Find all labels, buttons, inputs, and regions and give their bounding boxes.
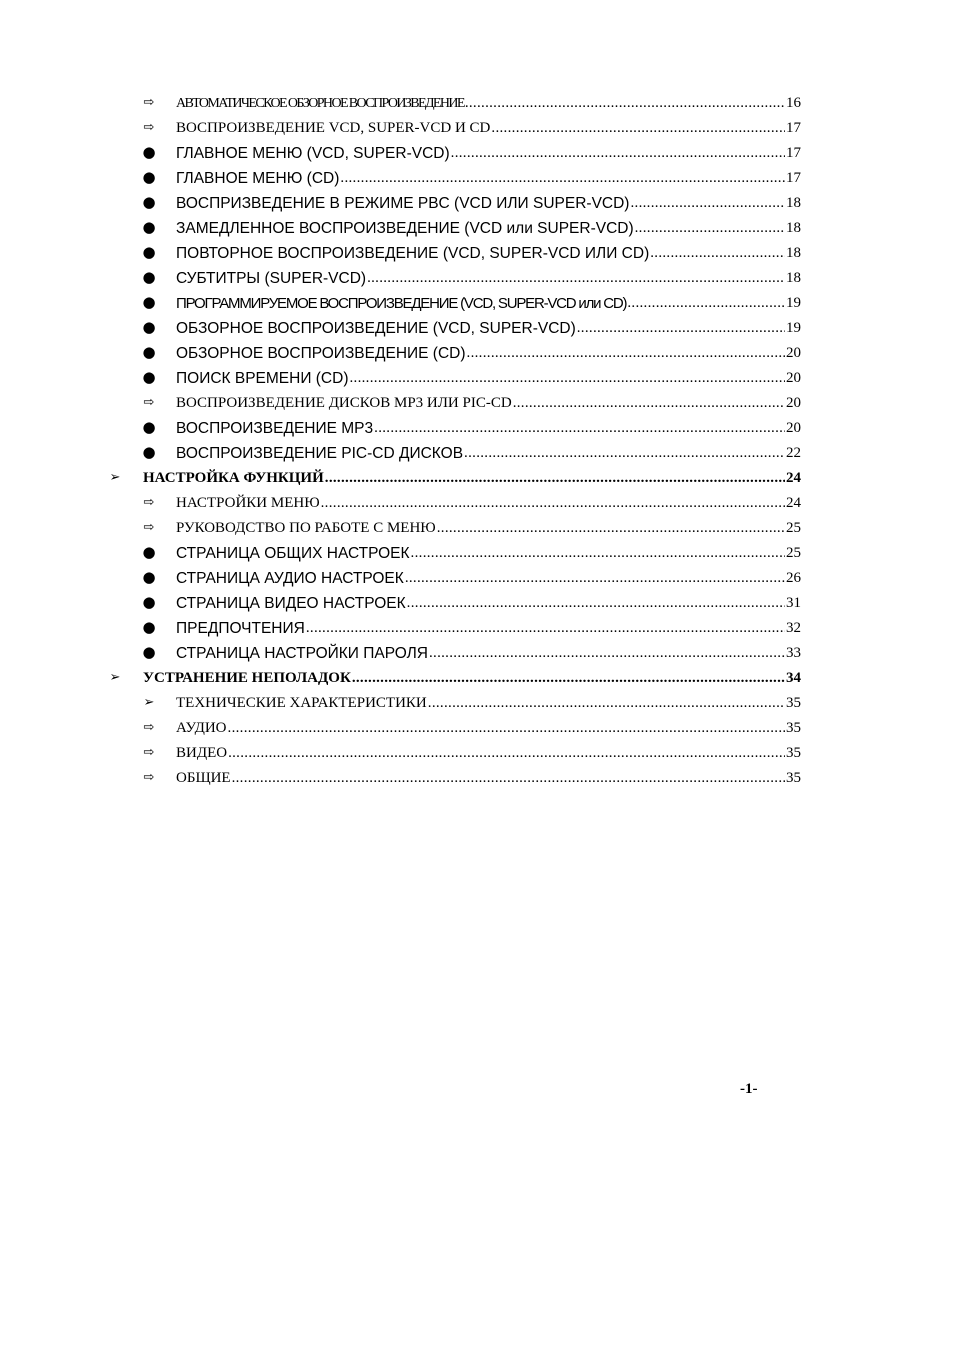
dot-leader <box>630 195 785 212</box>
table-of-contents <box>0 91 954 791</box>
toc-row[interactable] <box>0 441 954 466</box>
toc-page-number: 26 <box>786 570 801 586</box>
arrow-right-icon: ⇨ <box>143 520 155 535</box>
toc-entry <box>143 466 801 491</box>
toc-row[interactable] <box>0 616 954 641</box>
arrow-right-icon: ⇨ <box>143 395 155 410</box>
bullet-icon: ● <box>142 343 156 361</box>
bullet-icon: ● <box>142 218 156 236</box>
toc-entry <box>176 566 801 591</box>
toc-page-number: 35 <box>786 770 801 786</box>
arrow-right-icon: ⇨ <box>143 745 155 760</box>
toc-page-number: 18 <box>786 270 801 286</box>
toc-entry <box>176 541 801 566</box>
page-number: -1- <box>740 1081 758 1097</box>
toc-entry <box>176 416 801 441</box>
toc-entry-title: АУДИО <box>176 720 227 736</box>
toc-row[interactable] <box>0 466 954 491</box>
toc-entry <box>176 716 801 741</box>
toc-page-number: 22 <box>786 445 801 461</box>
toc-entry <box>176 366 801 391</box>
bullet-icon: ● <box>142 618 156 636</box>
bullet-icon: ● <box>142 268 156 286</box>
toc-row[interactable] <box>0 716 954 741</box>
toc-entry <box>176 91 801 116</box>
toc-page-number: 17 <box>786 145 801 161</box>
toc-page-number: 20 <box>786 395 801 411</box>
toc-entry <box>176 141 801 166</box>
toc-entry-title: СТРАНИЦА ВИДЕО НАСТРОЕК <box>176 595 406 612</box>
bullet-icon: ● <box>142 243 156 261</box>
arrowhead-icon: ➢ <box>109 470 121 485</box>
toc-entry <box>176 616 801 641</box>
toc-page-number: 32 <box>786 620 801 636</box>
toc-row[interactable] <box>0 216 954 241</box>
toc-entry <box>176 116 801 141</box>
toc-entry-title: НАСТРОЙКИ МЕНЮ <box>176 495 320 511</box>
toc-entry <box>176 266 801 291</box>
dot-leader <box>306 620 785 637</box>
toc-entry <box>176 766 801 791</box>
toc-row[interactable] <box>0 191 954 216</box>
bullet-icon: ● <box>142 168 156 186</box>
toc-page-number: 18 <box>786 195 801 211</box>
toc-page-number: 31 <box>786 595 801 611</box>
dot-leader <box>467 345 785 362</box>
toc-row[interactable] <box>0 316 954 341</box>
bullet-icon: ● <box>142 543 156 561</box>
toc-row[interactable] <box>0 291 954 316</box>
toc-entry-title: АВТОМАТИЧЕСКОЕ ОБЗОРНОЕ ВОСПРОИЗВЕДЕНИЕ <box>176 96 464 111</box>
toc-row[interactable] <box>0 416 954 441</box>
toc-entry <box>176 191 801 216</box>
dot-leader <box>465 95 785 112</box>
toc-row[interactable] <box>0 741 954 766</box>
toc-entry <box>176 741 801 766</box>
arrowhead-icon: ➢ <box>143 695 155 710</box>
dot-leader <box>367 270 785 287</box>
toc-row[interactable] <box>0 641 954 666</box>
toc-entry-title: СТРАНИЦА НАСТРОЙКИ ПАРОЛЯ <box>176 645 428 662</box>
toc-entry-title: ВИДЕО <box>176 745 228 761</box>
dot-leader <box>428 695 785 712</box>
dot-leader <box>340 170 785 187</box>
toc-page-number: 25 <box>786 520 801 536</box>
arrow-right-icon: ⇨ <box>143 95 155 110</box>
toc-page-number: 33 <box>786 645 801 661</box>
toc-page-number: 25 <box>786 545 801 561</box>
toc-entry <box>176 316 801 341</box>
toc-row[interactable] <box>0 141 954 166</box>
bullet-icon: ● <box>142 318 156 336</box>
toc-row[interactable] <box>0 266 954 291</box>
toc-page-number: 19 <box>786 320 801 336</box>
toc-row[interactable] <box>0 341 954 366</box>
toc-page-number: 20 <box>786 420 801 436</box>
toc-row[interactable] <box>0 566 954 591</box>
dot-leader <box>349 370 785 387</box>
toc-page-number: 35 <box>786 745 801 761</box>
dot-leader <box>464 445 785 462</box>
toc-row[interactable] <box>0 766 954 791</box>
toc-entry-title: СТРАНИЦА АУДИО НАСТРОЕК <box>176 570 404 587</box>
arrow-right-icon: ⇨ <box>143 120 155 135</box>
bullet-icon: ● <box>142 443 156 461</box>
toc-entry-title: ГЛАВНОЕ МЕНЮ (CD) <box>176 170 340 187</box>
dot-leader <box>405 570 785 587</box>
bullet-icon: ● <box>142 643 156 661</box>
toc-page-number: 17 <box>786 120 801 136</box>
toc-entry <box>176 166 801 191</box>
toc-entry-title: ПРЕДПОЧТЕНИЯ <box>176 620 305 637</box>
toc-page-number: 17 <box>786 170 801 186</box>
toc-entry-title: НАСТРОЙКА ФУНКЦИЙ <box>143 470 324 486</box>
toc-entry-title: ТЕХНИЧЕСКИЕ ХАРАКТЕРИСТИКИ <box>176 695 427 711</box>
dot-leader <box>407 595 785 612</box>
bullet-icon: ● <box>142 293 156 311</box>
dot-leader <box>437 520 785 537</box>
arrow-right-icon: ⇨ <box>143 495 155 510</box>
toc-entry <box>176 641 801 666</box>
bullet-icon: ● <box>142 593 156 611</box>
toc-entry <box>176 591 801 616</box>
toc-row[interactable] <box>0 541 954 566</box>
toc-page-number: 20 <box>786 370 801 386</box>
dot-leader <box>491 120 785 137</box>
toc-entry <box>176 391 801 416</box>
toc-row[interactable] <box>0 491 954 516</box>
dot-leader <box>650 245 785 262</box>
toc-page-number: 24 <box>786 495 801 511</box>
bullet-icon: ● <box>142 193 156 211</box>
toc-row[interactable] <box>0 116 954 141</box>
toc-entry-title: ГЛАВНОЕ МЕНЮ (VCD, SUPER-VCD) <box>176 145 450 162</box>
toc-entry-title: ПРОГРАММИРУЕМОЕ ВОСПРОИЗВЕДЕНИЕ (VCD, SUPER-VCD или CD) <box>176 295 627 312</box>
dot-leader <box>513 395 785 412</box>
toc-row[interactable] <box>0 391 954 416</box>
toc-entry-title: РУКОВОДСТВО ПО РАБОТЕ С МЕНЮ <box>176 520 436 536</box>
toc-page-number: 19 <box>786 295 801 311</box>
toc-entry-title: ОБЗОРНОЕ ВОСПРОИЗВЕДЕНИЕ (CD) <box>176 345 466 362</box>
toc-entry <box>176 441 801 466</box>
dot-leader <box>228 720 785 737</box>
toc-entry-title: ОБЩИЕ <box>176 770 231 786</box>
toc-entry <box>176 691 801 716</box>
dot-leader <box>321 495 785 512</box>
toc-row[interactable] <box>0 591 954 616</box>
arrow-right-icon: ⇨ <box>143 770 155 785</box>
toc-entry-title: ВОСПРОИЗВЕДЕНИЕ PIC-CD ДИСКОВ <box>176 445 464 462</box>
toc-page-number: 34 <box>786 670 801 686</box>
bullet-icon: ● <box>142 418 156 436</box>
arrowhead-icon: ➢ <box>109 670 121 685</box>
toc-row[interactable] <box>0 166 954 191</box>
dot-leader <box>627 295 785 312</box>
dot-leader <box>429 645 785 662</box>
toc-entry <box>176 516 801 541</box>
toc-row[interactable] <box>0 91 954 116</box>
toc-entry-title: СТРАНИЦА ОБЩИХ НАСТРОЕК <box>176 545 410 562</box>
dot-leader <box>374 420 785 437</box>
toc-entry <box>176 241 801 266</box>
dot-leader <box>232 770 785 787</box>
toc-entry-title: ВОСПРОИЗВЕДЕНИЕ VCD, SUPER-VCD И CD <box>176 120 491 136</box>
dot-leader <box>451 145 785 162</box>
toc-entry-title: ЗАМЕДЛЕННОЕ ВОСПРОИЗВЕДЕНИЕ (VCD или SUPER-VCD) <box>176 220 634 237</box>
toc-row[interactable] <box>0 241 954 266</box>
toc-entry-title: СУБТИТРЫ (SUPER-VCD) <box>176 270 367 287</box>
toc-page-number: 35 <box>786 720 801 736</box>
toc-entry <box>143 666 801 691</box>
toc-entry <box>176 216 801 241</box>
toc-entry-title: ВОСПРОИЗВЕДЕНИЕ ДИСКОВ MP3 ИЛИ PIC-CD <box>176 395 512 411</box>
bullet-icon: ● <box>142 143 156 161</box>
toc-page-number: 18 <box>786 245 801 261</box>
toc-page-number: 35 <box>786 695 801 711</box>
toc-page-number: 20 <box>786 345 801 361</box>
toc-entry <box>176 291 801 316</box>
dot-leader <box>577 320 785 337</box>
dot-leader <box>352 670 785 687</box>
dot-leader <box>411 545 785 562</box>
toc-entry-title: ВОСПРИЗВЕДЕНИЕ В РЕЖИМЕ PBC (VCD ИЛИ SUPER-VCD) <box>176 195 630 212</box>
toc-page-number: 16 <box>786 95 801 111</box>
toc-entry-title: ПОВТОРНОЕ ВОСПРОИЗВЕДЕНИЕ (VCD, SUPER-VCD ИЛИ CD) <box>176 245 650 262</box>
toc-row[interactable] <box>0 516 954 541</box>
arrow-right-icon: ⇨ <box>143 720 155 735</box>
toc-page-number: 24 <box>786 470 801 486</box>
toc-row[interactable] <box>0 691 954 716</box>
bullet-icon: ● <box>142 568 156 586</box>
toc-row[interactable] <box>0 666 954 691</box>
toc-entry-title: ВОСПРОИЗВЕДЕНИЕ MP3 <box>176 420 374 437</box>
dot-leader <box>228 745 785 762</box>
bullet-icon: ● <box>142 368 156 386</box>
dot-leader <box>635 220 785 237</box>
dot-leader <box>325 470 785 487</box>
toc-entry-title: ОБЗОРНОЕ ВОСПРОИЗВЕДЕНИЕ (VCD, SUPER-VCD) <box>176 320 576 337</box>
toc-entry-title: ПОИСК ВРЕМЕНИ (CD) <box>176 370 349 387</box>
toc-entry <box>176 491 801 516</box>
toc-row[interactable] <box>0 366 954 391</box>
toc-page-number: 18 <box>786 220 801 236</box>
toc-entry-title: УСТРАНЕНИЕ НЕПОЛАДОК <box>143 670 351 686</box>
toc-entry <box>176 341 801 366</box>
